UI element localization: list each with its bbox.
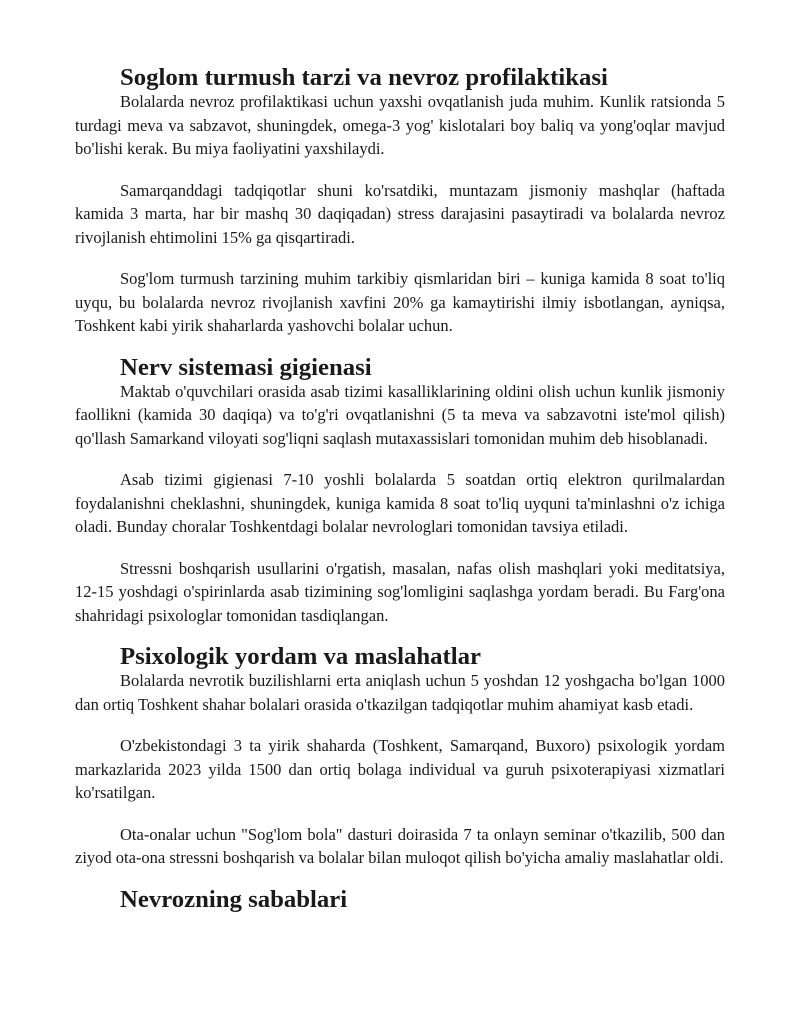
section-nervous-system-hygiene (75, 353, 725, 628)
paragraph: Ota-onalar uchun "Sog'lom bola" dasturi doirasida 7 ta onlayn seminar o'tkazilib, 500 dan ziyod ota-ona stressni boshqarish va bolalar bilan muloqot qilish bo'yicha amaliy maslahatlar oldi. (75, 824, 725, 867)
paragraph: O'zbekistondagi 3 ta yirik shaharda (Toshkent, Samarqand, Buxoro) psixologik yordam markazlarida 2023 yilda 1500 dan ortiq bolaga individual va guruh psixoterapiyasi xizmatlari ko'rsatilgan. (75, 736, 725, 802)
section-healthy-lifestyle (75, 66, 725, 338)
paragraph: Stressni boshqarish usullarini o'rgatish, masalan, nafas olish mashqlari yoki meditatsiya, 12-15 yoshdagi o'spirinlarda asab tizimining sog'lomligini saqlashga yordam beradi. Bu Farg'ona shahridagi psixologlar tomonidan tasdiqlangan. (75, 558, 725, 625)
paragraph: Samarqanddagi tadqiqotlar shuni ko'rsatdiki, muntazam jismoniy mashqlar (haftada kamida 3 marta, har bir mashq 30 daqiqadan) stress darajasini pasaytiradi va bolalarda nevroz rivojlanish ehtimolini 15% ga qisqartiradi. (75, 180, 725, 247)
document-body (75, 66, 725, 912)
section-title: Soglom turmush tarzi va nevroz profilaktikasi (120, 64, 608, 91)
section-psychological-help (75, 645, 725, 870)
paragraph: Bolalarda nevroz profilaktikasi uchun yaxshi ovqatlanish juda muhim. Kunlik ratsionda 5 turdagi meva va sabzavot, shuningdek, omega-3 yog' kislotalari boy baliq va yong'oqlar mavjud bo'lishi kerak. Bu miya faoliyatini yaxshilaydi. (75, 92, 725, 158)
paragraph: Asab tizimi gigienasi 7-10 yoshli bolalarda 5 soatdan ortiq elektron qurilmalardan foydalanishni cheklashni, shuningdek, kuniga kamida 8 soat to'liq uyquni ta'minlashni o'z ichiga oladi. Bunday choralar Toshkentdagi bolalar nevrologlari tomonidan tavsiya etiladi. (75, 470, 725, 536)
section-title: Nerv sistemasi gigienasi (120, 353, 372, 381)
paragraph: Sog'lom turmush tarzining muhim tarkibiy qismlaridan biri – kuniga kamida 8 soat to'liq uyqu, bu bolalarda nevroz rivojlanish xavfini 20% ga kamaytirishi ilmiy isbotlangan, ayniqsa, Toshkent kabi yirik shaharlarda yashovchi bolalar uchun. (75, 269, 725, 335)
paragraph: Maktab o'quvchilari orasida asab tizimi kasalliklarining oldini olish uchun kunlik jismoniy faollikni (kamida 30 daqiqa) va to'g'ri ovqatlanishni (5 ta meva va sabzavotni iste'mol qilish) qo'llash Samarkand viloyati sog'liqni saqlash mutaxassislari tomonidan muhim deb hisoblanadi. (75, 381, 725, 448)
section-title: Nevrozning sabablari (120, 885, 348, 913)
section-title: Psixologik yordam va maslahatlar (120, 643, 481, 670)
paragraph: Bolalarda nevrotik buzilishlarni erta aniqlash uchun 5 yoshdan 12 yoshgacha bo'lgan 1000 dan ortiq Toshkent shahar bolalari orasida o'tkazilgan tadqiqotlar muhim ahamiyat kasb etadi. (75, 671, 725, 714)
section-neurosis-causes (75, 885, 725, 913)
